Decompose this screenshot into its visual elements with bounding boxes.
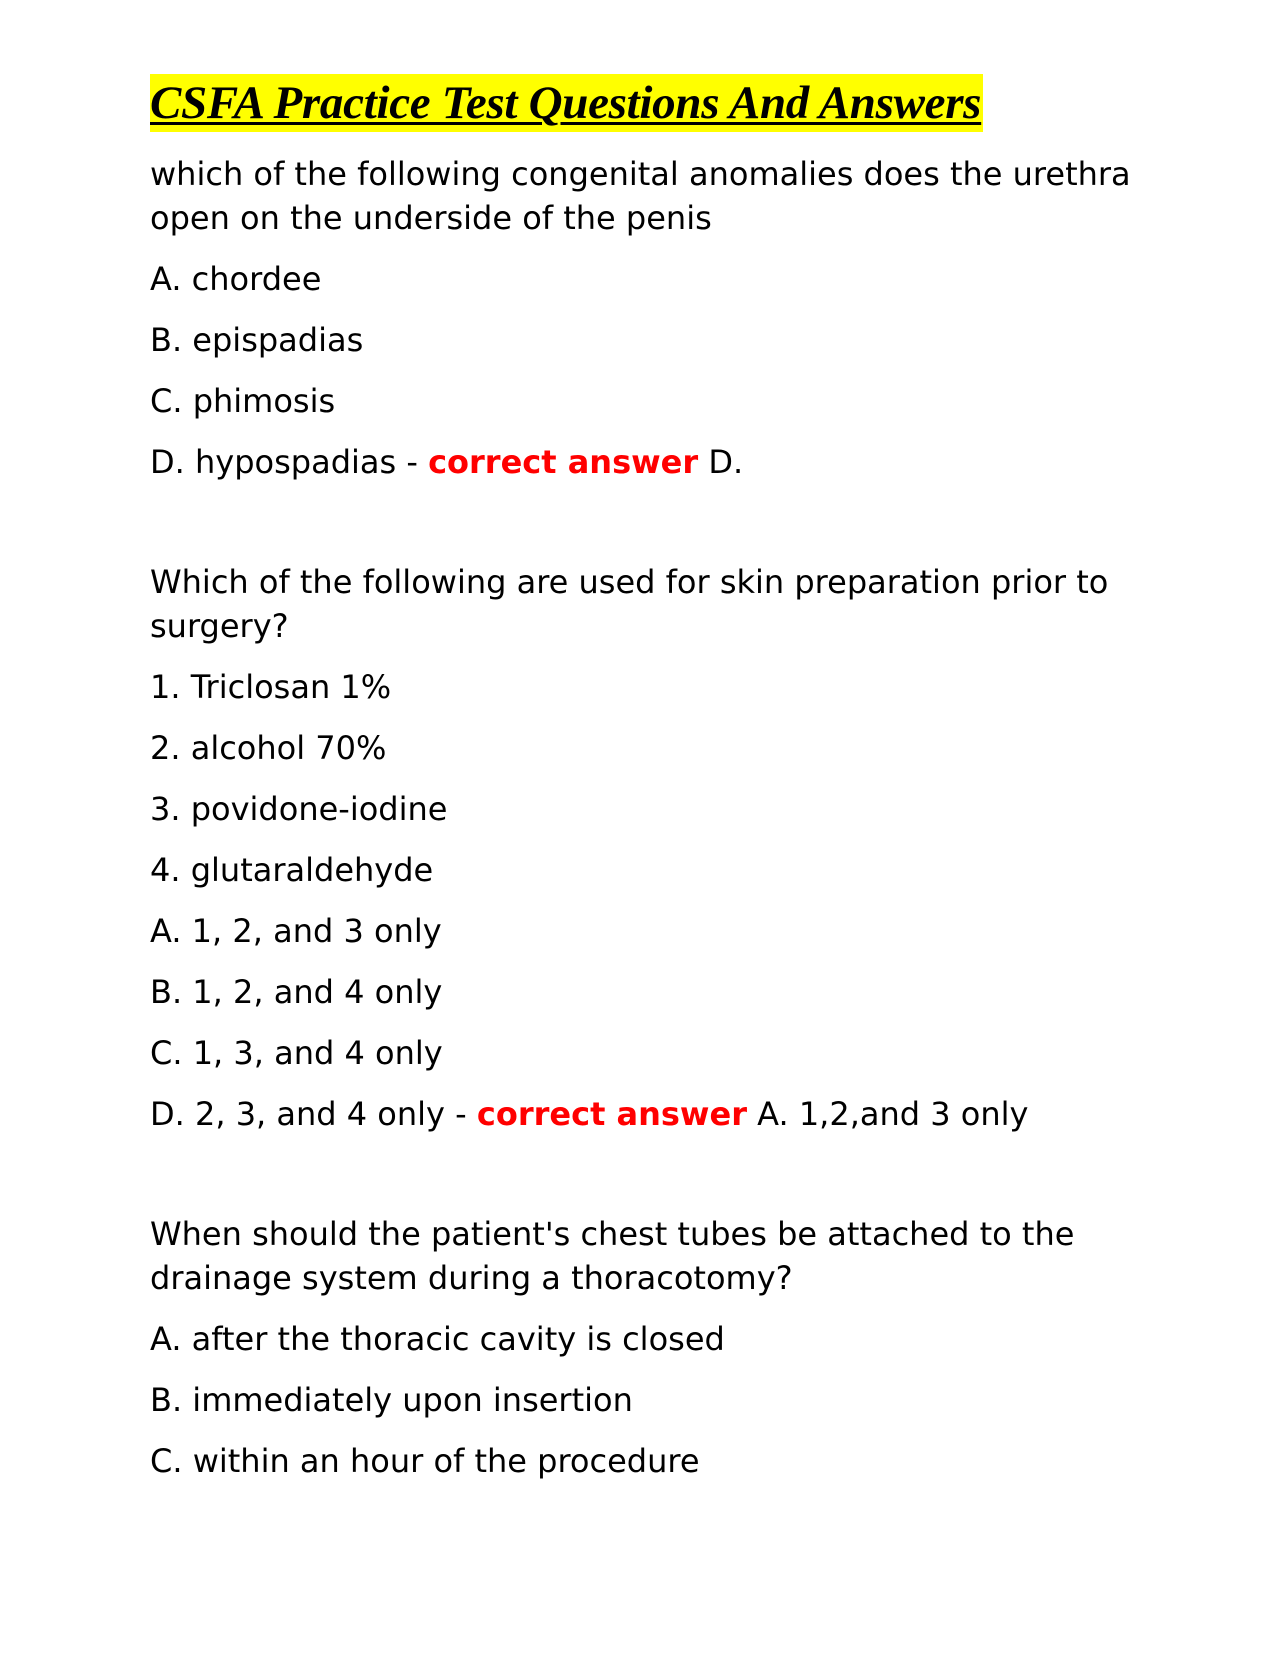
question-text: which of the following congenital anomalies does the urethra open on the underside of the penis bbox=[150, 155, 1131, 237]
correct-answer-label: correct answer bbox=[428, 443, 699, 481]
correct-answer-label: correct answer bbox=[476, 1095, 747, 1133]
option-item: A. 1, 2, and 3 only bbox=[150, 912, 442, 950]
option-item: C. within an hour of the procedure bbox=[150, 1442, 700, 1480]
option-item: 2. alcohol 70% bbox=[150, 729, 387, 767]
question-block-1 bbox=[150, 152, 1150, 484]
option-item: B. 1, 2, and 4 only bbox=[150, 973, 443, 1011]
option-text: D. 2, 3, and 4 only - bbox=[150, 1095, 467, 1133]
option-item: B. epispadias bbox=[150, 321, 364, 359]
option-item: 1. Triclosan 1% bbox=[150, 668, 392, 706]
option-item-with-answer bbox=[150, 440, 1150, 484]
document-page bbox=[150, 74, 1150, 1483]
option-item-with-answer bbox=[150, 1092, 1150, 1136]
option-item: C. 1, 3, and 4 only bbox=[150, 1034, 443, 1072]
option-item: A. chordee bbox=[150, 260, 322, 298]
question-block-3 bbox=[150, 1212, 1150, 1483]
option-item: 3. povidone-iodine bbox=[150, 790, 448, 828]
option-item: C. phimosis bbox=[150, 382, 336, 420]
option-item: B. immediately upon insertion bbox=[150, 1381, 633, 1419]
question-text: Which of the following are used for skin preparation prior to surgery? bbox=[150, 563, 1109, 645]
page-title: CSFA Practice Test Questions And Answers bbox=[150, 74, 983, 132]
question-text: When should the patient's chest tubes be attached to the drainage system during a thoracotomy? bbox=[150, 1215, 1075, 1297]
question-block-2 bbox=[150, 560, 1150, 1136]
correct-answer-value: D. bbox=[708, 443, 744, 481]
option-item: 4. glutaraldehyde bbox=[150, 851, 434, 889]
option-item: A. after the thoracic cavity is closed bbox=[150, 1320, 725, 1358]
correct-answer-value: A. 1,2,and 3 only bbox=[757, 1095, 1029, 1133]
option-text: D. hypospadias - bbox=[150, 443, 418, 481]
